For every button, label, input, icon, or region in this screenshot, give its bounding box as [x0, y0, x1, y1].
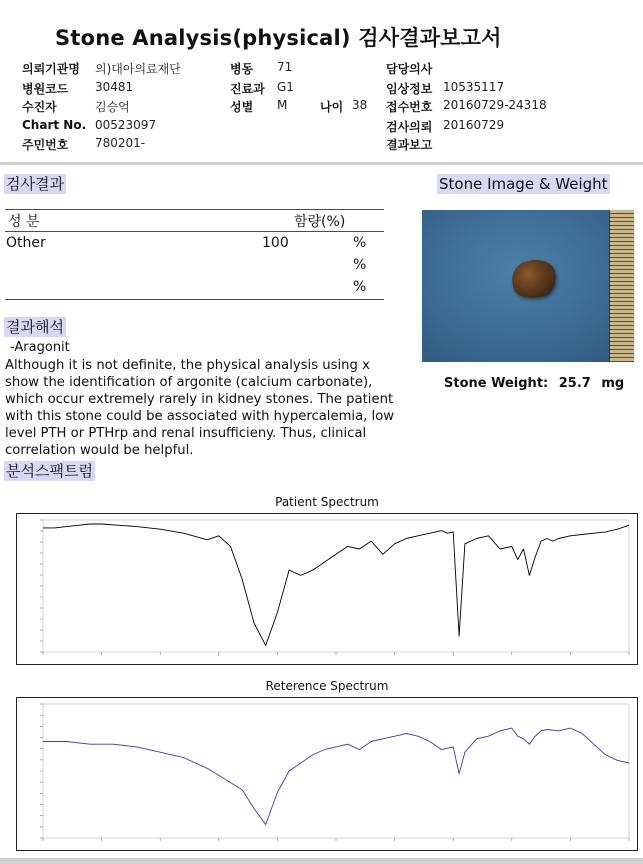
clinical-info-label: 임상정보	[386, 82, 433, 96]
results-bottom-rule	[5, 299, 384, 300]
request-date-label: 검사의뢰	[386, 120, 433, 134]
ward-label: 병동	[230, 62, 254, 76]
hospital-code-value: 30481	[95, 80, 134, 94]
ward-value: 71	[277, 60, 293, 74]
age-value: 38	[352, 98, 368, 112]
clinical-info-value: 10535117	[443, 80, 505, 94]
patient-spectrum-line	[43, 524, 629, 645]
resident-no-value: 780201-	[95, 136, 146, 150]
report-date-label: 결과보고	[386, 138, 433, 152]
result-unit: %	[353, 235, 367, 251]
stone-weight	[444, 376, 624, 391]
results-header-rule	[5, 231, 384, 232]
interpretation-text: Although it is not definite, the physical analysis using x show the identification of argonite (calcium carbonate), which occur extremely rarely in kidney stones. The patient with this stone could be associated with hypercalemia, low level PTH or PTHrp and renal insufficieny. Thus, clinical correlation would be helpful.	[5, 358, 395, 458]
reference-spectrum-line	[43, 728, 629, 825]
results-top-rule	[5, 209, 384, 210]
result-unit: %	[353, 279, 367, 295]
result-unit: %	[353, 257, 367, 273]
stone-weight-label: Stone Weight:	[444, 376, 549, 391]
age-label: 나이	[320, 100, 344, 114]
resident-no-label: 주민번호	[22, 138, 69, 152]
plot-frame	[43, 704, 629, 838]
reference-spectrum-chart	[16, 697, 638, 851]
footer-separator	[0, 858, 643, 864]
reference-spectrum-title: Reterence Spectrum	[265, 679, 389, 693]
department-value: G1	[277, 80, 294, 94]
interpretation-heading: 결과해석	[6, 318, 64, 336]
stone-photo	[422, 210, 634, 362]
patient-spectrum-svg	[17, 514, 637, 664]
report-title: Stone Analysis(physical) 검사결과보고서	[55, 26, 502, 50]
ruler	[609, 210, 634, 362]
patient-name-value: 김승억	[95, 100, 130, 114]
component-col-header: 성 분	[8, 214, 40, 230]
result-component: Other	[6, 235, 46, 251]
institution-label: 의뢰기관명	[22, 62, 80, 76]
patient-name-label: 수진자	[22, 100, 57, 114]
request-date-value: 20160729	[443, 118, 505, 132]
institution-value: 의)대아의료재단	[95, 62, 181, 76]
interpretation-result: -Aragonit	[10, 340, 70, 355]
spectrum-heading: 분석스팩트럼	[6, 462, 93, 480]
results-heading: 검사결과	[6, 175, 64, 193]
sex-value: M	[277, 98, 288, 112]
reference-spectrum-svg	[17, 698, 637, 850]
receipt-no-label: 접수번호	[386, 100, 433, 114]
plot-frame	[43, 520, 629, 652]
patient-spectrum-title: Patient Spectrum	[275, 495, 379, 509]
header-separator	[0, 162, 643, 165]
hospital-code-label: 병원코드	[22, 82, 69, 96]
content-col-header: 함량(%)	[294, 214, 346, 230]
stone-weight-value: 25.7	[558, 376, 591, 391]
receipt-no-value: 20160729-24318	[443, 98, 547, 112]
patient-spectrum-chart	[16, 513, 638, 665]
result-value: 100	[262, 235, 289, 251]
chart-no-label: Chart No.	[22, 118, 87, 132]
stone	[509, 256, 560, 302]
chart-no-value: 00523097	[95, 118, 157, 132]
stone-weight-unit: mg	[601, 376, 625, 391]
stone-image-heading: Stone Image & Weight	[439, 175, 608, 193]
department-label: 진료과	[230, 82, 265, 96]
sex-label: 성별	[230, 100, 254, 114]
doctor-label: 담당의사	[386, 62, 433, 76]
